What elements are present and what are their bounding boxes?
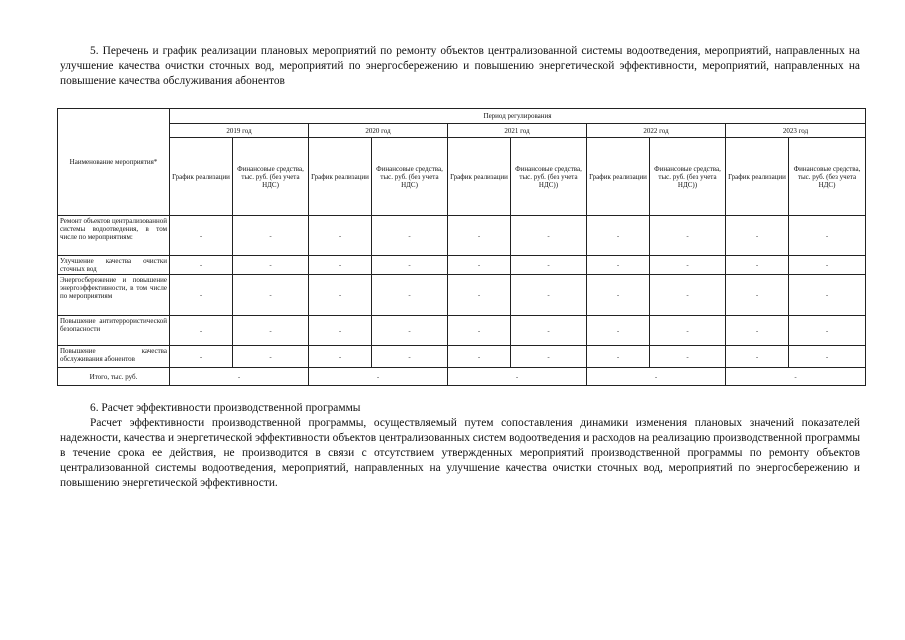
table-cell: - xyxy=(372,256,448,275)
table-cell: - xyxy=(511,346,587,368)
table-cell: - xyxy=(587,256,650,275)
section-6-paragraph: Расчет эффективности производственной программы, осуществляемый путем сопоставления динамики изменения плановых значений показателей надежности, качества и энергетической эффективности объектов централизованных систем водоотведения и расходов на реализацию производственной программы в течение срока ее действия, не производится в связи с отсутствием утвержденных мероприятий производственной программы по ремонту объектов централизованной системы водоотведения, мероприятий, направленных на улучшение качества очистки сточных вод, мероприятий по энергосбережению и повышению энергетической эффективности. xyxy=(60,417,860,489)
table-row xyxy=(58,275,866,316)
total-cell: - xyxy=(448,368,587,386)
table-row xyxy=(58,216,866,256)
table-cell: - xyxy=(650,316,726,346)
table-cell: - xyxy=(170,346,233,368)
table-cell: - xyxy=(448,346,511,368)
table-cell: - xyxy=(587,275,650,316)
table-cell: - xyxy=(789,275,866,316)
table-cell: - xyxy=(726,275,789,316)
plan-schedule-table xyxy=(57,108,866,386)
table-cell: - xyxy=(448,316,511,346)
table-cell: - xyxy=(511,216,587,256)
table-cell: - xyxy=(726,256,789,275)
table-cell: - xyxy=(789,256,866,275)
table-cell: - xyxy=(726,316,789,346)
table-row xyxy=(58,256,866,275)
finance-subheader: Финансовые средства, тыс. руб. (без учета НДС) xyxy=(372,138,448,216)
total-label: Итого, тыс. руб. xyxy=(58,368,170,386)
table-cell: - xyxy=(372,275,448,316)
table-cell: - xyxy=(789,316,866,346)
table-cell: - xyxy=(448,256,511,275)
table-cell: - xyxy=(650,346,726,368)
table-cell: - xyxy=(372,346,448,368)
table-cell: - xyxy=(587,216,650,256)
table-cell: - xyxy=(170,216,233,256)
name-column-header: Наименование мероприятия* xyxy=(58,109,170,216)
section-6-heading: 6. Расчет эффективности производственной программы xyxy=(90,402,361,414)
total-cell: - xyxy=(726,368,866,386)
table-cell: - xyxy=(233,346,309,368)
period-header: Период регулирования xyxy=(170,109,866,124)
table-cell: - xyxy=(511,316,587,346)
table-cell: - xyxy=(309,216,372,256)
row-label: Ремонт объектов централизованной системы водоотведения, в том числе по мероприятиям: xyxy=(58,216,170,256)
row-label: Улучшение качества очистки сточных вод xyxy=(58,256,170,275)
table-cell: - xyxy=(233,316,309,346)
table-row xyxy=(58,316,866,346)
table-cell: - xyxy=(650,216,726,256)
schedule-subheader: График реализации xyxy=(448,138,511,216)
table-cell: - xyxy=(372,216,448,256)
table-cell: - xyxy=(650,275,726,316)
section-5-paragraph: 5. Перечень и график реализации плановых мероприятий по ремонту объектов централизованной системы водоотведения, мероприятий, направленных на улучшение качества очистки сточных вод, мероприятий по энергосбережению и повышению энергетической эффективности, мероприятий, направленных на повышение качества обслуживания абонентов xyxy=(60,45,860,87)
total-cell: - xyxy=(170,368,309,386)
table-cell: - xyxy=(511,275,587,316)
row-label: Повышение антитеррористической безопасности xyxy=(58,316,170,346)
table-cell: - xyxy=(309,316,372,346)
total-row xyxy=(58,368,866,386)
table-cell: - xyxy=(170,316,233,346)
total-cell: - xyxy=(587,368,726,386)
table-cell: - xyxy=(309,346,372,368)
total-cell: - xyxy=(309,368,448,386)
table-cell: - xyxy=(233,256,309,275)
schedule-subheader: График реализации xyxy=(726,138,789,216)
row-label: Энергосбережение и повышение энергоэффективности, в том числе по мероприятиям xyxy=(58,275,170,316)
table-cell: - xyxy=(726,216,789,256)
schedule-subheader: График реализации xyxy=(309,138,372,216)
table-cell: - xyxy=(448,216,511,256)
finance-subheader: Финансовые средства, тыс. руб. (без учета НДС)) xyxy=(511,138,587,216)
year-header: 2021 год xyxy=(448,124,587,138)
table-cell: - xyxy=(372,316,448,346)
table-cell: - xyxy=(726,346,789,368)
table-cell: - xyxy=(233,275,309,316)
table-cell: - xyxy=(587,316,650,346)
year-header: 2023 год xyxy=(726,124,866,138)
year-header: 2019 год xyxy=(170,124,309,138)
table-cell: - xyxy=(170,256,233,275)
schedule-subheader: График реализации xyxy=(587,138,650,216)
table-cell: - xyxy=(789,346,866,368)
schedule-subheader: График реализации xyxy=(170,138,233,216)
year-header: 2020 год xyxy=(309,124,448,138)
table-cell: - xyxy=(789,216,866,256)
table-cell: - xyxy=(309,256,372,275)
table-cell: - xyxy=(448,275,511,316)
finance-subheader: Финансовые средства, тыс. руб. (без учета НДС) xyxy=(789,138,866,216)
finance-subheader: Финансовые средства, тыс. руб. (без учета НДС) xyxy=(233,138,309,216)
table-cell: - xyxy=(233,216,309,256)
table-row xyxy=(58,346,866,368)
table-cell: - xyxy=(587,346,650,368)
table-cell: - xyxy=(511,256,587,275)
table-cell: - xyxy=(170,275,233,316)
finance-subheader: Финансовые средства, тыс. руб. (без учета НДС)) xyxy=(650,138,726,216)
row-label: Повышение качества обслуживания абонентов xyxy=(58,346,170,368)
table-cell: - xyxy=(309,275,372,316)
table-cell: - xyxy=(650,256,726,275)
year-header: 2022 год xyxy=(587,124,726,138)
